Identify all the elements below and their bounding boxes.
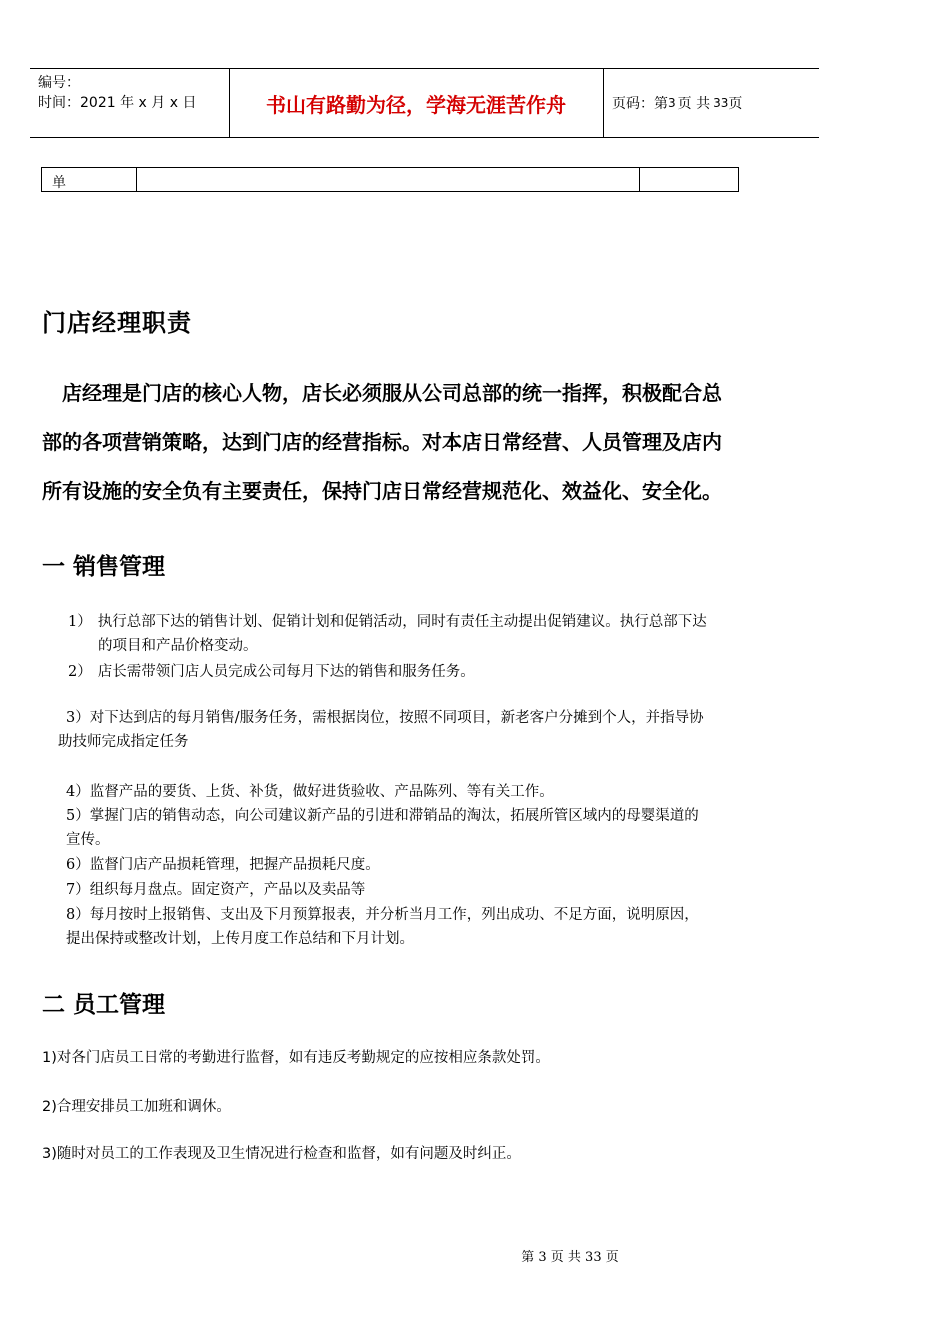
list-item: 8）每月按时上报销售、支出及下月预算报表，并分析当月工作，列出成功、不足方面，说明原因， 提出保持或整改计划，上传月度工作总结和下月计划。 (66, 907, 699, 947)
section-heading-sales: 一 销售管理 (42, 554, 166, 580)
list-item: 7）组织每月盘点。固定资产，产品以及卖品等 (66, 882, 366, 898)
list-item: 1)对各门店员工日常的考勤进行监督，如有违反考勤规定的应按相应条款处罚。 (42, 1050, 550, 1066)
list-item: 2） 店长需带领门店人员完成公司每月下达的销售和服务任务。 (68, 664, 475, 680)
list-item: 1） 执行总部下达的销售计划、促销计划和促销活动，同时有责任主动提出促销建议。执行总部下达 的项目和产品价格变动。 (68, 614, 707, 654)
page-title: 门店经理职责 (42, 309, 192, 337)
list-item: 3）对下达到店的每月销售/服务任务，需根据岗位，按照不同项目，新老客户分摊到个人，并指导协 助技师完成指定任务 (58, 710, 704, 750)
list-item: 3)随时对员工的工作表现及卫生情况进行检查和监督，如有问题及时纠正。 (42, 1146, 521, 1162)
table-row (41, 167, 739, 192)
header-number: 编号： (38, 75, 80, 91)
table-cell (136, 168, 640, 191)
list-item: 4）监督产品的要货、上货、补货，做好进货验收、产品陈列、等有关工作。 (66, 784, 554, 800)
intro-paragraph: 店经理是门店的核心人物，店长必须服从公司总部的统一指挥，积极配合总 部的各项营销策略，达到门店的经营指标。对本店日常经营、人员管理及店内 所有设施的安全负有主要责任，保持门店日常经营规范化、效益化、安全化。 (42, 381, 722, 503)
header-time: 时间：2021 年 x 月 x 日 (38, 95, 197, 111)
list-item: 2)合理安排员工加班和调休。 (42, 1099, 231, 1115)
page-header (30, 68, 819, 138)
table-cell-text: 单 (52, 175, 66, 191)
header-meta (38, 73, 196, 113)
list-item: 5）掌握门店的销售动态，向公司建议新产品的引进和滞销品的淘汰，拓展所管区域内的母婴渠道的 宣传。 (66, 808, 699, 848)
page-footer: 第 3 页 共 33 页 (521, 1250, 619, 1265)
header-motto: 书山有路勤为径，学海无涯苦作舟 (266, 92, 566, 117)
list-item: 6）监督门店产品损耗管理，把握产品损耗尺度。 (66, 857, 380, 873)
header-page-number: 页码：第 3 页 共 33 页 (612, 96, 743, 112)
header-divider (603, 69, 604, 137)
section-heading-staff: 二 员工管理 (42, 992, 166, 1018)
